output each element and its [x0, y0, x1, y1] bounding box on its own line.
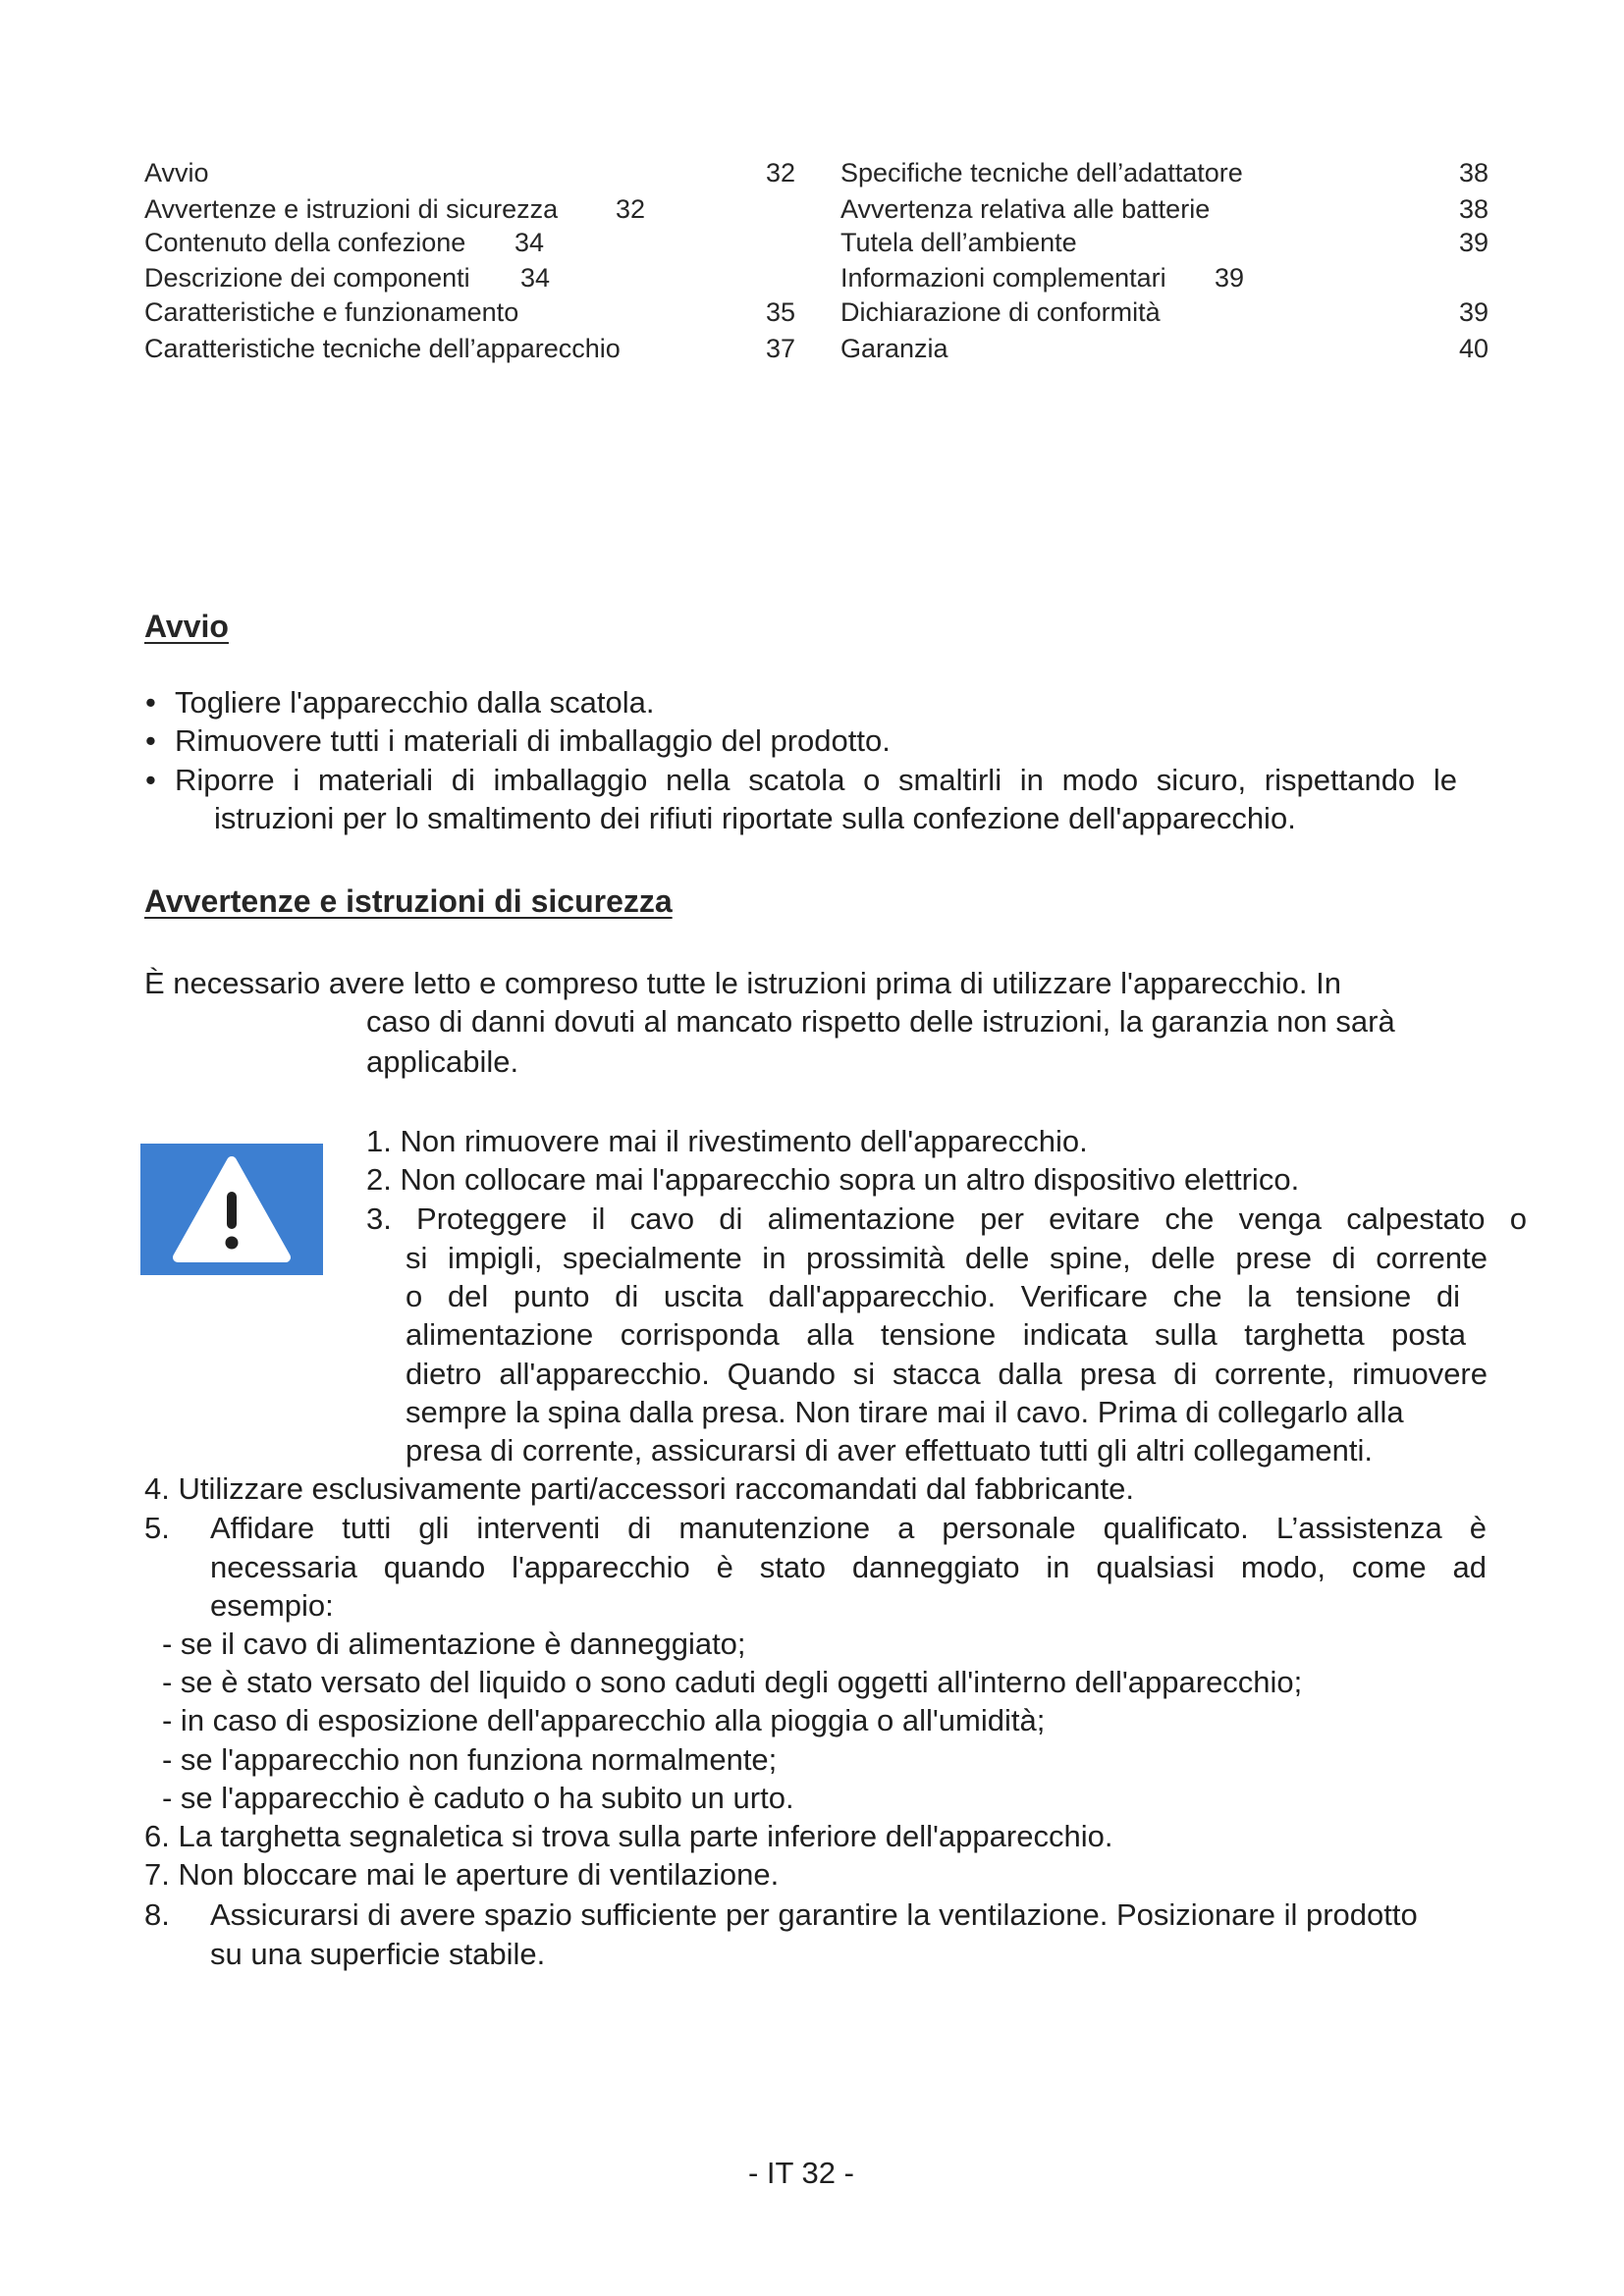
bullet-icon: • — [145, 685, 156, 720]
toc-entry-page: 37 — [766, 334, 796, 363]
safety-item-7: 7. Non bloccare mai le aperture di ventilazione. — [144, 1857, 780, 1892]
safety-item-line: alimentazione corrisponda alla tensione indicata sulla targhetta posta — [406, 1317, 1466, 1352]
toc-entry-title: Garanzia — [840, 334, 948, 363]
safety-item-line: esempio: — [210, 1588, 334, 1623]
safety-item-line: dietro all'apparecchio. Quando si stacca dalla presa di corrente, rimuovere — [406, 1357, 1488, 1391]
safety-item-2: 2. Non collocare mai l'apparecchio sopra un altro dispositivo elettrico. — [366, 1162, 1300, 1197]
warning-triangle-icon — [140, 1144, 323, 1275]
bullet-icon: • — [145, 763, 156, 797]
safety-item-line: presa di corrente, assicurarsi di aver effettuato tutti gli altri collegamenti. — [406, 1433, 1374, 1468]
toc-entry-title: Specifiche tecniche dell’adattatore — [840, 158, 1243, 187]
section-heading-safety: Avvertenze e istruzioni di sicurezza — [144, 883, 673, 919]
toc-entry-title: Tutela dell’ambiente — [840, 228, 1077, 257]
toc-entry-page: 32 — [616, 194, 646, 224]
safety-item-6: 6. La targhetta segnaletica si trova sulla parte inferiore dell'apparecchio. — [144, 1819, 1113, 1853]
toc-entry-page: 38 — [1459, 158, 1489, 187]
list-item-continuation: istruzioni per lo smaltimento dei rifiuti riportate sulla confezione dell'apparecchio. — [214, 801, 1296, 835]
toc-entry-page: 38 — [1459, 194, 1489, 224]
list-item: - se è stato versato del liquido o sono caduti degli oggetti all'interno dell'apparecchio; — [162, 1665, 1303, 1699]
toc-entry-title: Caratteristiche e funzionamento — [144, 297, 519, 327]
list-item: Riporre i materiali di imballaggio nella scatola o smaltirli in modo sicuro, rispettando le — [175, 763, 1457, 797]
safety-item-line: necessaria quando l'apparecchio è stato danneggiato in qualsiasi modo, come ad — [210, 1550, 1487, 1584]
page-number: - IT 32 - — [748, 2156, 854, 2190]
safety-item-line: si impigli, specialmente in prossimità delle spine, delle prese di corrente — [406, 1241, 1488, 1275]
list-number: 8. — [144, 1897, 170, 1932]
list-item: - in caso di esposizione dell'apparecchio alla pioggia o all'umidità; — [162, 1703, 1046, 1737]
safety-intro-line: caso di danni dovuti al mancato rispetto delle istruzioni, la garanzia non sarà — [366, 1004, 1395, 1039]
toc-entry-title: Contenuto della confezione — [144, 228, 466, 257]
safety-intro-line: applicabile. — [366, 1044, 519, 1079]
list-item: Togliere l'apparecchio dalla scatola. — [175, 685, 655, 720]
toc-entry-page: 35 — [766, 297, 796, 327]
toc-entry-page: 34 — [520, 263, 551, 293]
safety-item-line: su una superficie stabile. — [210, 1937, 546, 1971]
safety-item-line: Affidare tutti gli interventi di manutenzione a personale qualificato. L’assistenza è — [210, 1511, 1487, 1545]
toc-entry-page: 40 — [1459, 334, 1489, 363]
safety-item-4: 4. Utilizzare esclusivamente parti/accessori raccomandati dal fabbricante. — [144, 1471, 1134, 1506]
warning-icon — [140, 1144, 323, 1275]
toc-entry-title: Avvertenze e istruzioni di sicurezza — [144, 194, 559, 224]
toc-entry-title: Dichiarazione di conformità — [840, 297, 1161, 327]
list-item: - se l'apparecchio è caduto o ha subito un urto. — [162, 1781, 794, 1815]
safety-item-line: sempre la spina dalla presa. Non tirare mai il cavo. Prima di collegarlo alla — [406, 1395, 1404, 1429]
toc-entry-title: Descrizione dei componenti — [144, 263, 470, 293]
toc-entry-page: 39 — [1215, 263, 1245, 293]
toc-entry-page: 32 — [766, 158, 796, 187]
toc-entry-title: Informazioni complementari — [840, 263, 1166, 293]
list-item: - se l'apparecchio non funziona normalmente; — [162, 1742, 778, 1777]
toc-entry-page: 34 — [514, 228, 545, 257]
safety-item-line: o del punto di uscita dall'apparecchio. Verificare che la tensione di — [406, 1279, 1460, 1313]
safety-item-line: Assicurarsi di avere spazio sufficiente per garantire la ventilazione. Posizionare il prodotto — [210, 1897, 1418, 1932]
safety-intro-line: È necessario avere letto e compreso tutte le istruzioni prima di utilizzare l'apparecchio. In — [144, 966, 1341, 1000]
toc-entry-title: Avvertenza relativa alle batterie — [840, 194, 1211, 224]
safety-item-1: 1. Non rimuovere mai il rivestimento dell'apparecchio. — [366, 1124, 1088, 1158]
list-number: 5. — [144, 1511, 170, 1545]
toc-entry-page: 39 — [1459, 297, 1489, 327]
toc-entry-title: Caratteristiche tecniche dell’apparecchio — [144, 334, 621, 363]
bullet-icon: • — [145, 723, 156, 758]
safety-item-line: 3. Proteggere il cavo di alimentazione per evitare che venga calpestato o — [366, 1201, 1527, 1236]
section-heading-avvio: Avvio — [144, 609, 229, 644]
list-item: - se il cavo di alimentazione è danneggiato; — [162, 1627, 746, 1661]
toc-entry-title: Avvio — [144, 158, 209, 187]
toc-entry-page: 39 — [1459, 228, 1489, 257]
list-item: Rimuovere tutti i materiali di imballaggio del prodotto. — [175, 723, 891, 758]
